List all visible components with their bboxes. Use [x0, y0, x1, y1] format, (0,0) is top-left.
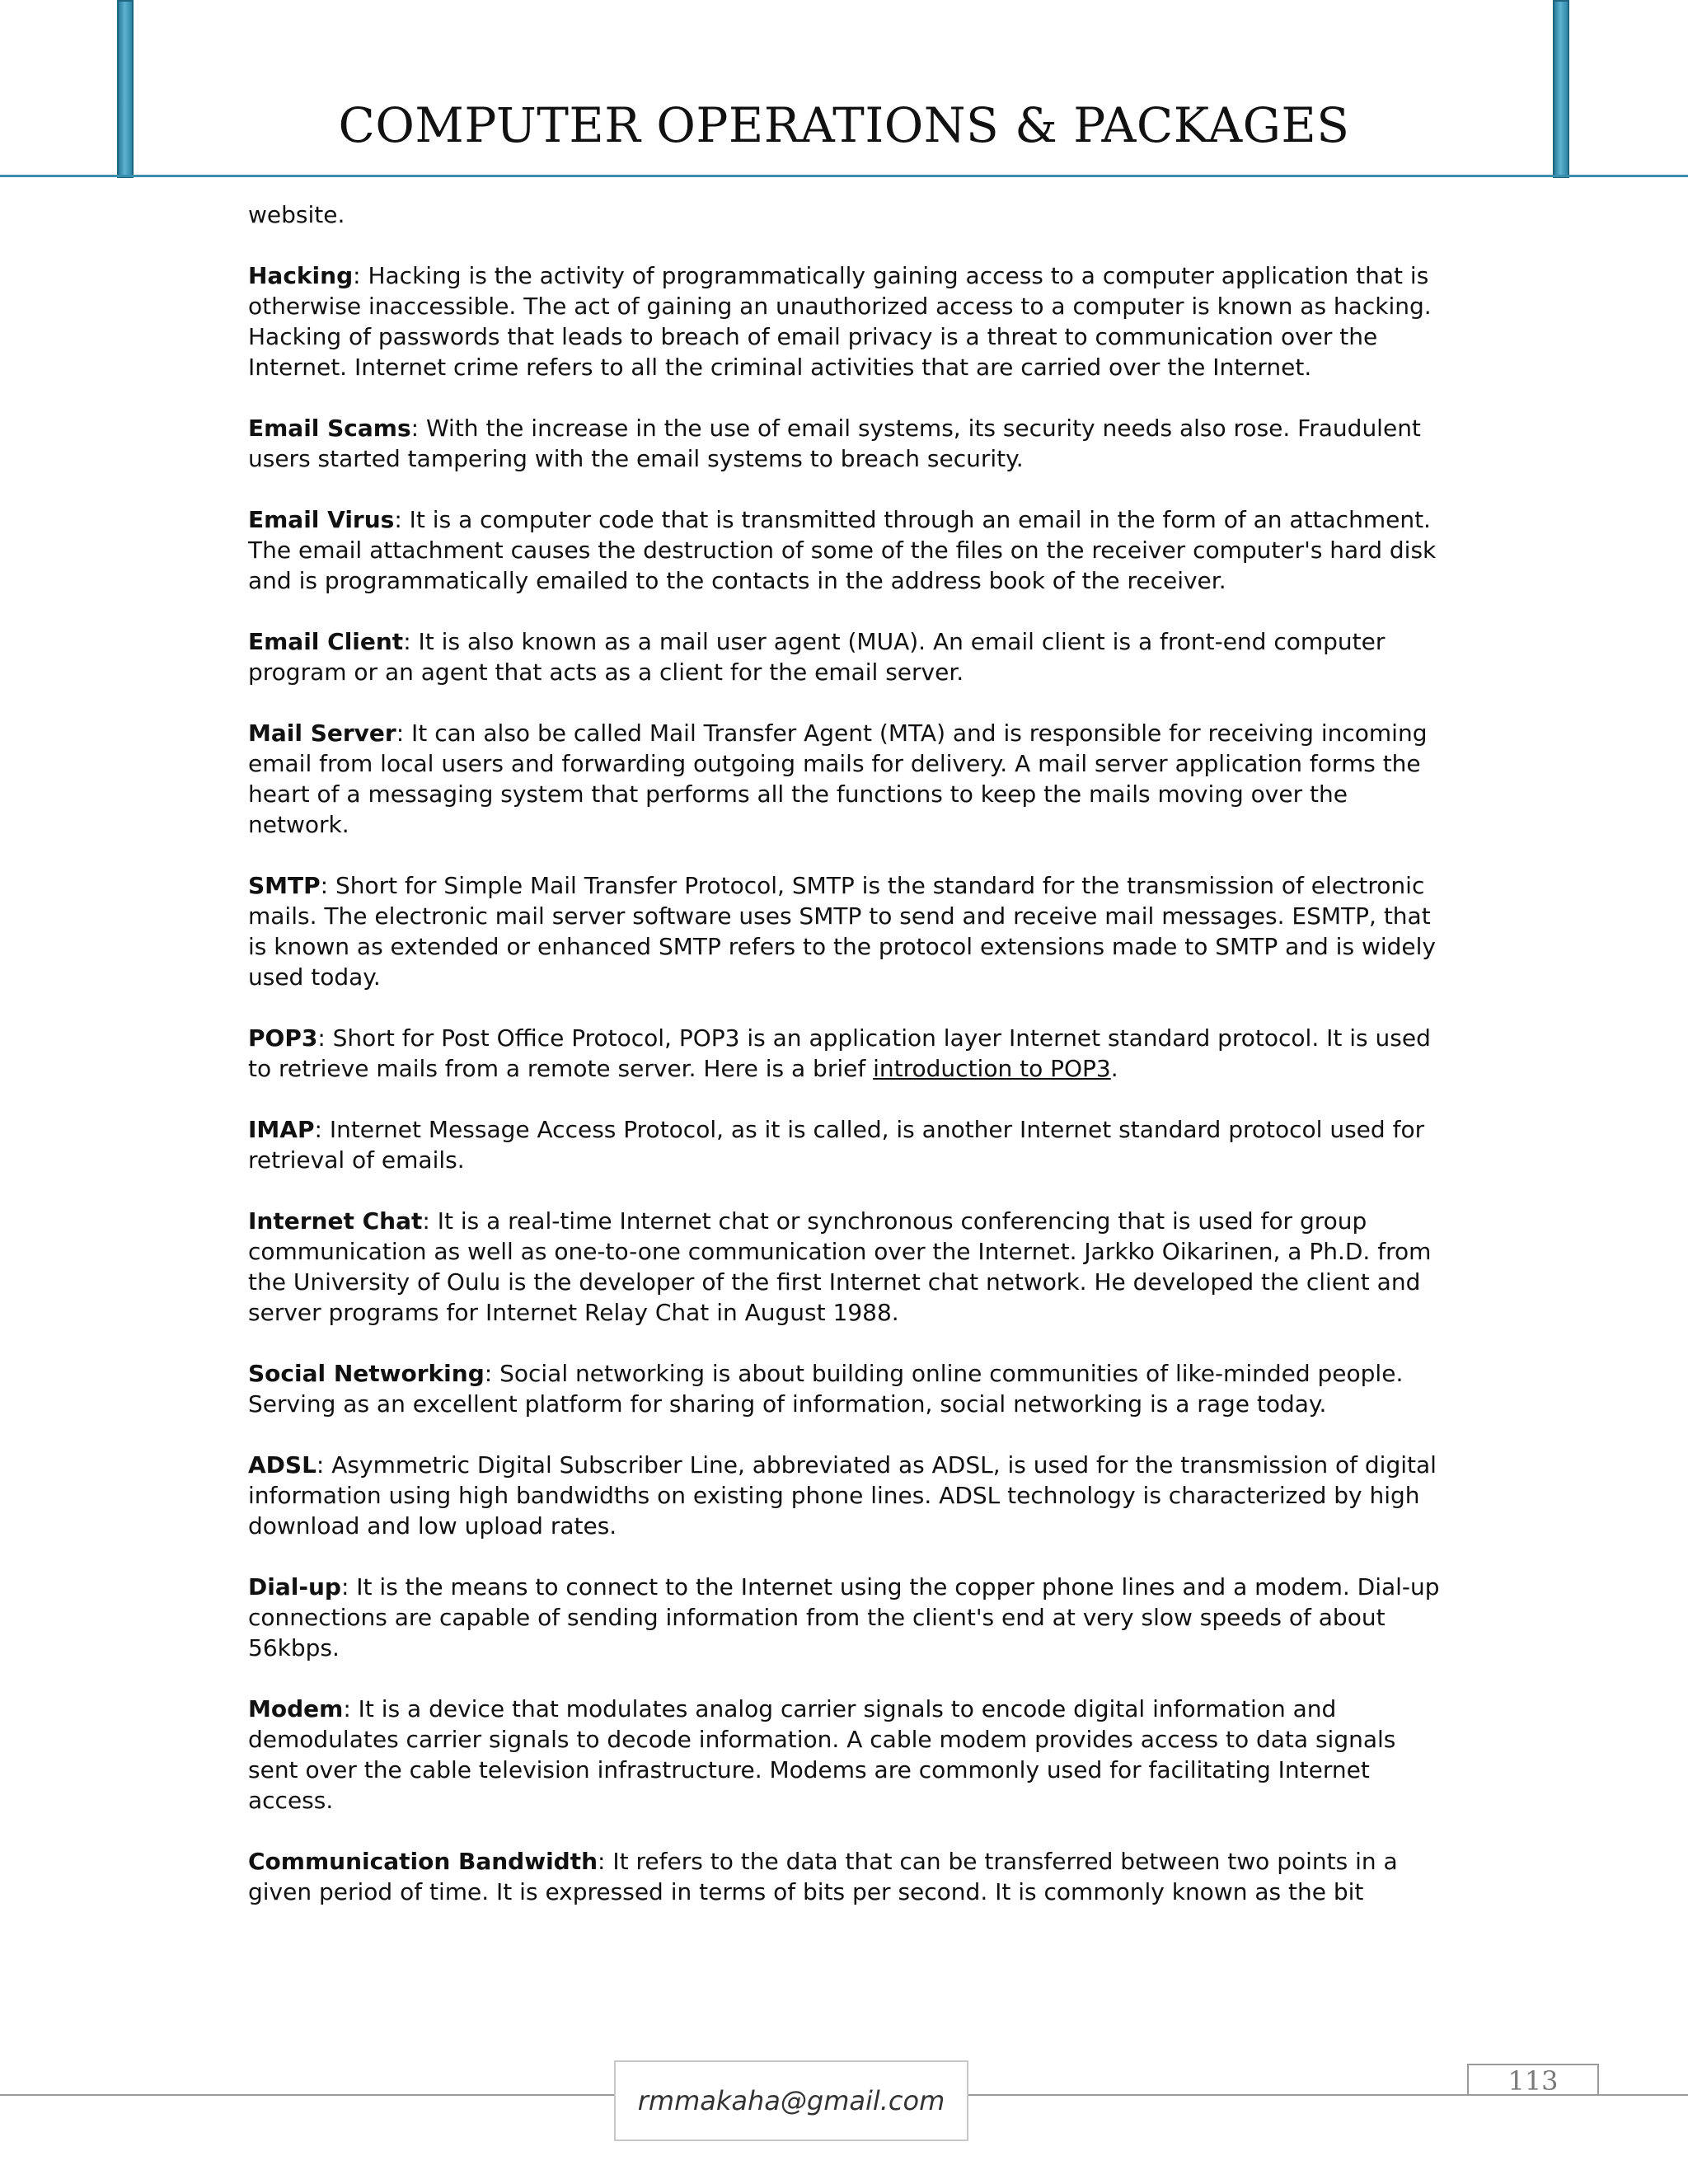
- definition-dial-up: [248, 1572, 1443, 1663]
- definition-text: : With the increase in the use of email systems, its security needs also rose. Fraudulent users started tampering with the email systems to breach security.: [248, 415, 1421, 472]
- page-number: 113: [1507, 2065, 1559, 2097]
- definition-text: : Short for Simple Mail Transfer Protocol, SMTP is the standard for the transmission of electronic mails. The electronic mail server software uses SMTP to send and receive mail messages. ESMTP, that is known as extended or enhanced SMTP refers to the protocol extensions made to SMTP and is widely used today.: [248, 872, 1436, 991]
- footer-email-box: [614, 2060, 968, 2141]
- definition-email-scams: [248, 413, 1443, 474]
- definition-social-networking: [248, 1358, 1443, 1419]
- definition-text: : It is also known as a mail user agent (MUA). An email client is a front-end computer program or an agent that acts as a client for the email server.: [248, 628, 1386, 686]
- header-rule: [0, 175, 1688, 177]
- term: SMTP: [248, 872, 321, 899]
- definition-text: : Hacking is the activity of programmatically gaining access to a computer application that is otherwise inaccessible. The act of gaining an unauthorized access to a computer is known as hacking. Hacking of passwords that leads to breach of email privacy is a threat to communication over the Internet. Internet crime refers to all the criminal activities that are carried over the Internet.: [248, 262, 1432, 381]
- definition-adsl: [248, 1450, 1443, 1541]
- footer-email: rmmakaha@gmail.com: [637, 2085, 945, 2116]
- definition-text: : Short for Post Office Protocol, POP3 is an application layer Internet standard protocol. It is used to retrieve mails from a remote server. Here is a brief: [248, 1024, 1431, 1082]
- definition-email-client: [248, 626, 1443, 687]
- definition-text: : It can also be called Mail Transfer Agent (MTA) and is responsible for receiving incoming email from local users and forwarding outgoing mails for delivery. A mail server application forms the heart of a messaging system that performs all the functions to keep the mails moving over the network.: [248, 719, 1428, 838]
- definition-pop3: [248, 1023, 1443, 1084]
- term: Email Virus: [248, 506, 395, 533]
- definition-email-virus: [248, 504, 1443, 596]
- definition-text: : It is a real-time Internet chat or synchronous conferencing that is used for group communication as well as one-to-one communication over the Internet. Jarkko Oikarinen, a Ph.D. from the University of Oulu is the developer of the first Internet chat network. He developed the client and server programs for Internet Relay Chat in August 1988.: [248, 1207, 1432, 1326]
- term: Internet Chat: [248, 1207, 423, 1235]
- definition-smtp: [248, 870, 1443, 992]
- definition-text: : Social networking is about building online communities of like-minded people. Serving as an excellent platform for sharing of information, social networking is a rage today.: [248, 1360, 1404, 1418]
- term: Social Networking: [248, 1360, 485, 1387]
- header-right-bar: [1553, 0, 1569, 178]
- term: POP3: [248, 1024, 318, 1052]
- term: Hacking: [248, 262, 354, 289]
- term: Email Client: [248, 628, 404, 655]
- definition-text: : Internet Message Access Protocol, as it is called, is another Internet standard protocol used for retrieval of emails.: [248, 1116, 1425, 1174]
- document-body: [248, 199, 1443, 1938]
- definition-text: : It is a computer code that is transmitted through an email in the form of an attachment. The email attachment causes the destruction of some of the files on the receiver computer's hard disk and is programmatically emailed to the contacts in the address book of the receiver.: [248, 506, 1437, 594]
- definition-internet-chat: [248, 1206, 1443, 1328]
- definition-communication-bandwidth: [248, 1846, 1443, 1907]
- definition-text: : It refers to the data that can be transferred between two points in a given period of time. It is expressed in terms of bits per second. It is commonly known as the bit: [248, 1848, 1398, 1905]
- definition-text: : It is a device that modulates analog carrier signals to encode digital information and demodulates carrier signals to decode information. A cable modem provides access to data signals sent over the cable television infrastructure. Modems are commonly used for facilitating Internet access.: [248, 1695, 1396, 1814]
- definition-imap: [248, 1114, 1443, 1175]
- term: Communication Bandwidth: [248, 1848, 598, 1875]
- definition-text: : Asymmetric Digital Subscriber Line, abbreviated as ADSL, is used for the transmission of digital information using high bandwidths on existing phone lines. ADSL technology is characterized by high download and low upload rates.: [248, 1451, 1437, 1540]
- definition-modem: [248, 1694, 1443, 1816]
- term: Dial-up: [248, 1573, 341, 1601]
- term: Mail Server: [248, 719, 396, 747]
- term: Email Scams: [248, 415, 411, 442]
- page-title: COMPUTER OPERATIONS & PACKAGES: [338, 97, 1350, 153]
- term: ADSL: [248, 1451, 316, 1479]
- header-left-bar: [117, 0, 134, 178]
- definition-text: : It is the means to connect to the Internet using the copper phone lines and a modem. Dial-up connections are capable of sending information from the client's end at very slow speeds of about 56kbps.: [248, 1573, 1440, 1661]
- term: IMAP: [248, 1116, 315, 1143]
- term: Modem: [248, 1695, 344, 1722]
- definition-hacking: [248, 260, 1443, 382]
- definition-mail-server: [248, 718, 1443, 840]
- pop3-intro-link[interactable]: introduction to POP3: [873, 1055, 1111, 1082]
- definition-text-end: .: [1110, 1055, 1118, 1082]
- lead-text: website.: [248, 201, 345, 228]
